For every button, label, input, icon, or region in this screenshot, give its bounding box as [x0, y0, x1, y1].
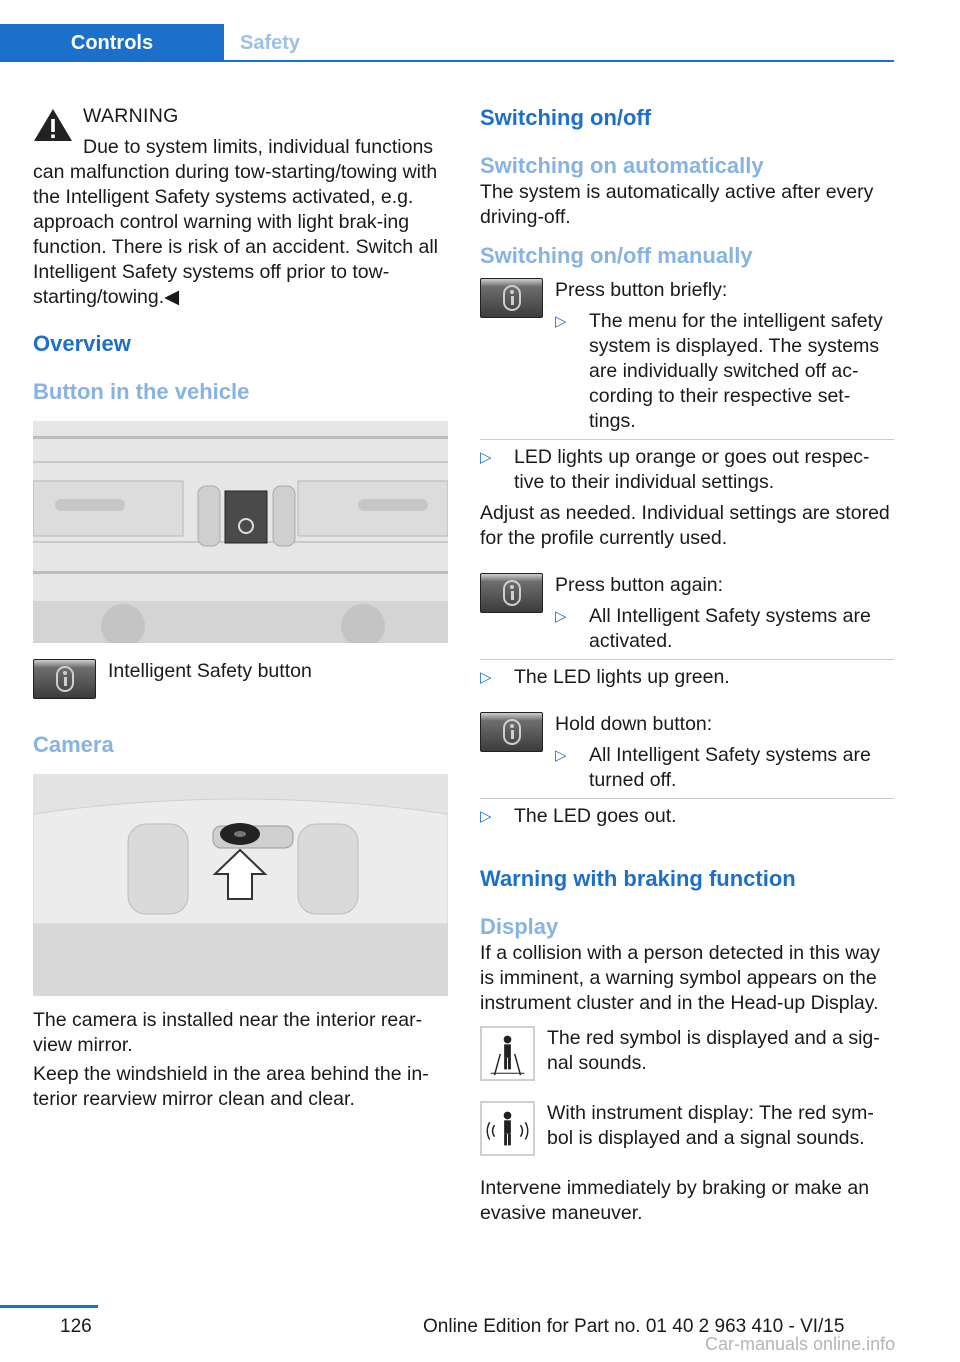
pedestrian-signal-icon	[480, 1101, 535, 1156]
right-column	[480, 104, 894, 1226]
header-rule	[224, 60, 894, 62]
bullet-item	[480, 804, 894, 829]
braking-heading: Warning with braking function	[480, 866, 796, 891]
pedestrian-warning-icon	[480, 1026, 535, 1081]
press-briefly-row	[480, 278, 894, 434]
bullet-item	[480, 445, 894, 495]
button-caption: Intelligent Safety button	[108, 660, 312, 682]
symbol1-row	[480, 1026, 894, 1081]
symbol2-text: With instrument display: The red sym-bol is displayed and a signal sounds.	[547, 1102, 874, 1149]
overview-heading: Overview	[33, 331, 131, 356]
camera-text-2: Keep the windshield in the area behind the in-terior rearview mirror clean and clear.	[33, 1063, 429, 1110]
bullet-triangle-icon: ▷	[480, 808, 492, 825]
dashboard-illustration	[33, 421, 448, 643]
edition-text: Online Edition for Part no. 01 40 2 963 410 - VI/15	[423, 1316, 845, 1337]
intelligent-safety-button-icon	[480, 278, 543, 318]
page-number: 126	[60, 1316, 92, 1337]
press-briefly-label: Press button briefly:	[555, 279, 728, 301]
divider	[480, 659, 894, 660]
bullet-triangle-icon: ▷	[480, 449, 492, 466]
bullet-item	[555, 604, 894, 654]
bullet-triangle-icon: ▷	[480, 669, 492, 686]
bullet-triangle-icon: ▷	[555, 608, 567, 625]
bullet-text: LED lights up orange or goes out respec-tive to their individual settings.	[514, 446, 870, 493]
button-caption-row	[33, 659, 449, 699]
camera-photo	[33, 774, 448, 996]
bullet-item	[480, 665, 894, 690]
display-heading: Display	[480, 914, 559, 939]
symbol1-text: The red symbol is displayed and a sig-nal sounds.	[547, 1027, 880, 1074]
bullet-text: The LED lights up green.	[514, 666, 730, 688]
intelligent-safety-button-icon	[480, 573, 543, 613]
press-again-label: Press button again:	[555, 574, 724, 596]
hold-down-label: Hold down button:	[555, 713, 713, 735]
warning-text: Due to system limits, individual functions can malfunction during tow-starting/towing with the Intelligent Safety systems activated, e.g. approach control warning with light brak-ing function. There is risk of an accident. Switch all Intelligent Safety systems off prior to tow-starting/towing.◀	[33, 136, 438, 308]
bullet-text: All Intelligent Safety systems are activated.	[589, 605, 871, 652]
display-text: If a collision with a person detected in this way is imminent, a warning symbol appears on the instrument cluster and in the Head-up Display.	[480, 942, 880, 1014]
bullet-item	[555, 743, 894, 793]
hold-down-row	[480, 712, 894, 793]
bullet-triangle-icon: ▷	[555, 313, 567, 330]
camera-heading: Camera	[33, 732, 114, 757]
switch-heading: Switching on/off	[480, 105, 652, 130]
divider	[480, 439, 894, 440]
watermark: Car-manuals online.info	[705, 1334, 896, 1354]
manual-heading: Switching on/off manually	[480, 243, 753, 268]
header-bar	[0, 0, 960, 62]
auto-text: The system is automatically active after every driving-off.	[480, 181, 874, 228]
bullet-text: All Intelligent Safety systems are turned off.	[589, 744, 871, 791]
intervene-text: Intervene immediately by braking or make an evasive maneuver.	[480, 1177, 870, 1224]
left-column	[33, 104, 449, 1112]
warning-title: WARNING	[83, 105, 179, 127]
intelligent-safety-button-icon	[480, 712, 543, 752]
bullet-text: The menu for the intelligent safety system is displayed. The systems are individually switched off ac-cording to their respective set-tings.	[589, 310, 883, 432]
bullet-item	[555, 309, 894, 434]
intelligent-safety-button-icon	[33, 659, 96, 699]
divider	[480, 798, 894, 799]
button-heading: Button in the vehicle	[33, 379, 250, 404]
press-again-row	[480, 573, 894, 654]
warning-block	[33, 104, 449, 310]
bullet-triangle-icon: ▷	[555, 747, 567, 764]
adjust-text: Adjust as needed. Individual settings are stored for the profile currently used.	[480, 502, 890, 549]
tab-controls[interactable]: Controls	[0, 24, 224, 62]
warning-triangle-icon	[33, 108, 73, 142]
auto-heading: Switching on automatically	[480, 153, 764, 178]
bullet-text: The LED goes out.	[514, 805, 677, 827]
footer-rule	[0, 1305, 98, 1308]
camera-text-1: The camera is installed near the interior rear-view mirror.	[33, 1009, 423, 1056]
tab-safety[interactable]: Safety	[240, 32, 301, 54]
button-photo	[33, 421, 448, 643]
symbol2-row	[480, 1101, 894, 1156]
camera-illustration	[33, 774, 448, 996]
